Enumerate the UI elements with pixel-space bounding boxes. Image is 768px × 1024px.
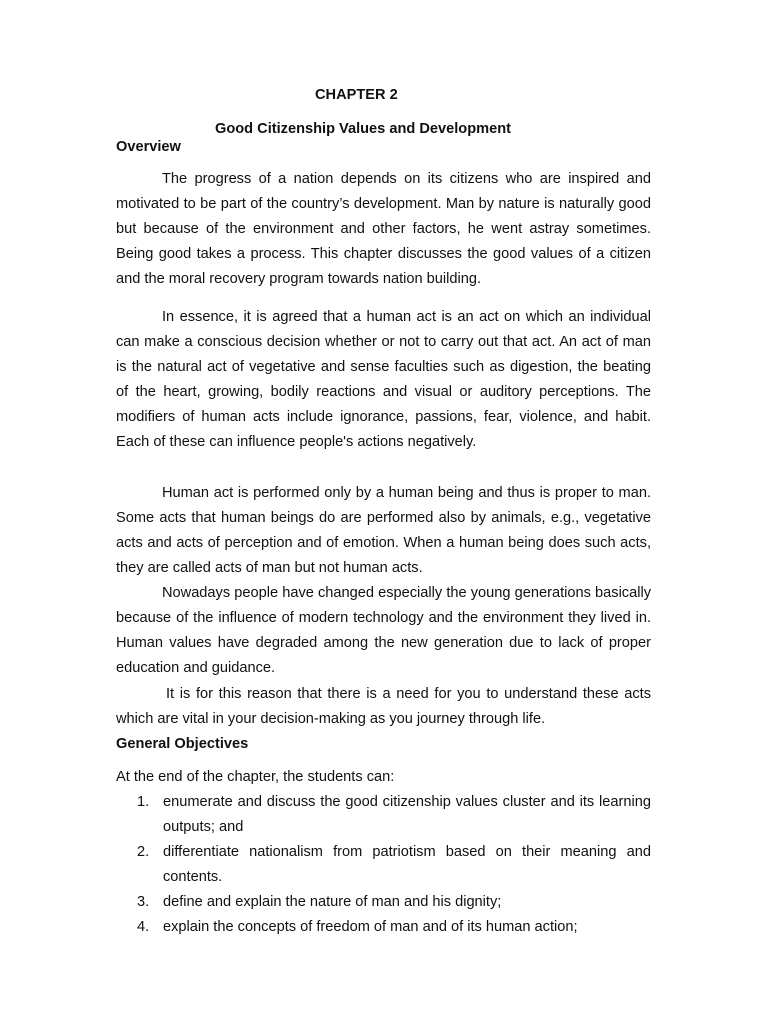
objective-number: 4.	[137, 919, 150, 935]
objectives-intro: At the end of the chapter, the students can:	[116, 769, 395, 785]
objective-number: 2.	[137, 844, 150, 860]
objective-item	[137, 840, 651, 890]
objective-item	[137, 890, 651, 915]
objective-text: enumerate and discuss the good citizenship values cluster and its learning outputs; and	[163, 794, 651, 835]
objective-item	[137, 915, 651, 940]
document-page	[116, 0, 651, 1024]
objective-text: explain the concepts of freedom of man and of its human action;	[163, 919, 578, 935]
objectives-list	[137, 790, 651, 940]
chapter-title: Good Citizenship Values and Development	[215, 121, 511, 137]
overview-paragraph-2: In essence, it is agreed that a human act is an act on which an individual can make a conscious decision whether or not to carry out that act. An act of man is the natural act of vegetative and sense faculties such as digestion, the beating of the heart, growing, bodily reactions and visual or auditory perceptions. The modifiers of human acts include ignorance, passions, fear, violence, and habit. Each of these can influence people's actions negatively.	[116, 309, 651, 451]
overview-heading: Overview	[116, 139, 181, 155]
objective-number: 3.	[137, 894, 150, 910]
objective-text: differentiate nationalism from patriotism based on their meaning and contents.	[163, 844, 651, 885]
overview-paragraph-3: Human act is performed only by a human being and thus is proper to man. Some acts that human beings do are performed also by animals, e.g., vegetative acts and acts of perception and of emotion. When a human being does such acts, they are called acts of man but not human acts.	[116, 485, 651, 577]
objective-text: define and explain the nature of man and his dignity;	[163, 894, 502, 910]
objectives-heading: General Objectives	[116, 736, 249, 752]
chapter-label: CHAPTER 2	[315, 87, 398, 103]
objective-item	[137, 790, 651, 840]
objective-number: 1.	[137, 794, 150, 810]
overview-paragraph-4: Nowadays people have changed especially the young generations basically because of the influence of modern technology and the environment they lived in. Human values have degraded among the new generation due to lack of proper education and guidance.	[116, 585, 651, 677]
overview-paragraph-1: The progress of a nation depends on its citizens who are inspired and motivated to be part of the country’s development. Man by nature is naturally good but because of the environment and other factors, he went astray sometimes. Being good takes a process. This chapter discusses the good values of a citizen and the moral recovery program towards nation building.	[116, 171, 651, 288]
overview-paragraph-5: It is for this reason that there is a need for you to understand these acts which are vital in your decision-making as you journey through life.	[116, 686, 651, 728]
